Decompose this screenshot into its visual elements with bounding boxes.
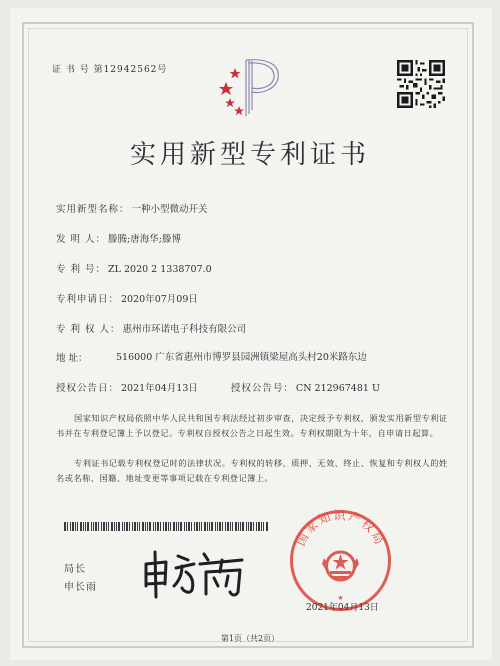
- director-name: 申长雨: [64, 582, 97, 593]
- field-value: 滕腾;唐海华;滕博: [108, 234, 181, 245]
- field-patent-number: [56, 261, 212, 275]
- qr-code-icon: [397, 60, 445, 108]
- field-announcement: [56, 380, 380, 394]
- field-application-date: [56, 291, 198, 305]
- announcement-date-label: 授权公告日：: [56, 383, 120, 394]
- certificate-number: 证 书 号 第12942562号: [52, 65, 168, 75]
- seal-date: 2021年04月13日: [306, 603, 379, 613]
- seal-text: 国家知识产权局: [293, 508, 388, 549]
- field-label: 发 明 人：: [56, 234, 107, 245]
- field-label: 专 利 号：: [56, 264, 107, 275]
- announcement-date-value: 2021年04月13日: [121, 383, 198, 394]
- handwritten-signature: [138, 542, 253, 602]
- field-inventors: [56, 231, 181, 245]
- field-label: 专 利 权 人：: [56, 324, 121, 335]
- barcode-icon: [64, 522, 269, 531]
- field-label: 实用新型名称：: [56, 204, 130, 215]
- director-title: 局长: [64, 564, 86, 575]
- certificate-title: 实用新型专利证书: [129, 140, 370, 170]
- official-seal: [288, 508, 393, 613]
- svg-text:★: ★: [337, 594, 344, 602]
- star-icons: [219, 68, 244, 115]
- field-utility-model-name: [56, 201, 208, 215]
- field-patentee: [56, 321, 246, 335]
- paragraph-legal-status: 专利证书记载专利权登记时的法律状况。专利权的转移、质押、无效、终止、恢复和专利权人的姓名或名称、国籍、地址变更等事项记载在专利登记簿上。: [56, 458, 448, 483]
- national-emblem-icon: [322, 552, 359, 580]
- paragraph-grant-statement: 国家知识产权局依照中华人民共和国专利法经过初步审查，决定授予专利权，颁发实用新型专利证书并在专利登记簿上予以登记。专利权自授权公告之日起生效。专利权期限为十年，自申请日起算。: [56, 413, 448, 438]
- cnipa-logo: [208, 52, 288, 122]
- field-value: ZL 2020 2 1338707.0: [108, 264, 212, 275]
- page-footer: 第1页（共2页）: [220, 634, 280, 643]
- field-value: 惠州市环诺电子科技有限公司: [122, 324, 247, 335]
- field-address-value: 516000 广东省惠州市博罗县园洲镇梁屋高头村20米路东边: [116, 352, 367, 363]
- p-emblem: [246, 60, 278, 116]
- announcement-no-value: CN 212967481 U: [295, 383, 380, 394]
- field-label: 专利申请日：: [56, 294, 120, 305]
- field-address-label: 地 址：: [56, 353, 88, 364]
- field-value: 一种小型微动开关: [131, 204, 208, 215]
- field-value: 2020年07月09日: [121, 294, 198, 305]
- announcement-no-label: 授权公告号：: [230, 383, 294, 394]
